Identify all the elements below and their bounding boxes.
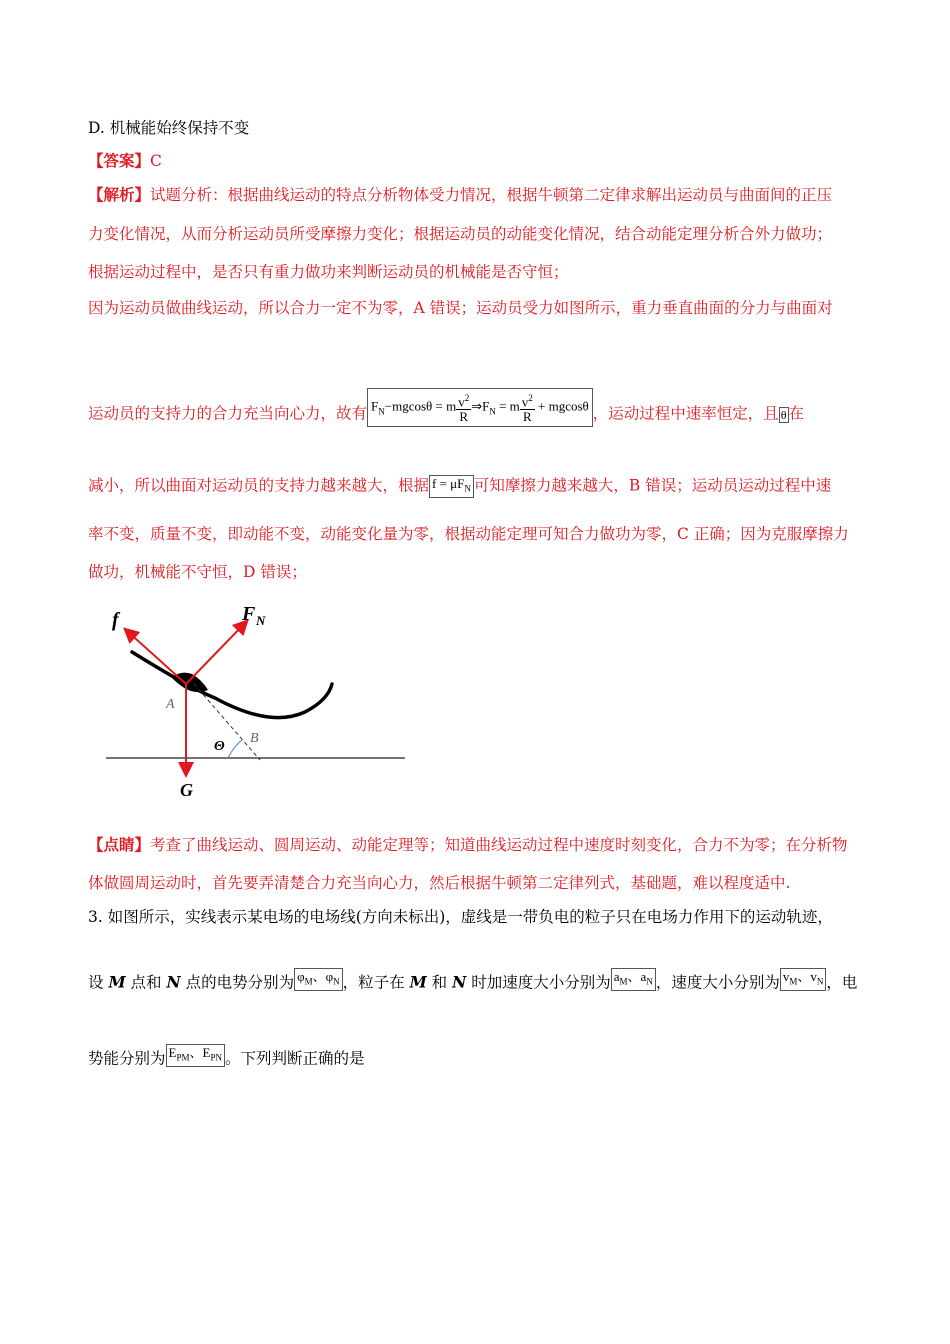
answer-label: 【答案】 xyxy=(88,151,151,170)
v-symbol: v xyxy=(458,394,465,410)
label-theta: Θ xyxy=(214,739,225,754)
f-n-subscript-2: N xyxy=(489,406,496,417)
phi-m: φ xyxy=(297,969,305,984)
formula-velocities xyxy=(780,968,827,991)
q3-line-2 xyxy=(88,970,857,993)
formula-friction xyxy=(429,475,474,498)
label-f: f xyxy=(112,609,119,631)
q3-text-b: 点和 xyxy=(125,973,167,992)
sep-4: 、 xyxy=(189,1045,203,1060)
q3-text-j: 。下列判断正确的是 xyxy=(224,1049,365,1068)
formula-part1: −mgcosθ = m xyxy=(384,398,457,414)
comment-line-1 xyxy=(88,835,848,855)
comment-text-1: 考查了曲线运动、圆周运动、动能定理等；知道曲线运动过程中速度时刻变化，合力不为零；在分析物 xyxy=(150,836,848,854)
v-n-sub: N xyxy=(816,976,824,987)
point-n: N xyxy=(166,972,181,992)
comment-line-2: 体做圆周运动时，首先要弄清楚合力充当向心力，然后根据牛顿第二定律列式，基础题，难以程度适中. xyxy=(88,874,791,892)
v-n: v xyxy=(810,969,817,984)
analysis-line-2: 力变化情况，从而分析运动员所受摩擦力变化；根据运动员的动能变化情况，结合动能定理分析合外力做功； xyxy=(88,225,833,243)
label-g: G xyxy=(180,780,193,800)
analysis-label: 【解析】 xyxy=(88,185,151,204)
force-diagram xyxy=(100,598,410,808)
e-pm: E xyxy=(168,1045,177,1060)
analysis-line-4: 因为运动员做曲线运动，所以合力一定不为零，A 错误；运动员受力如图所示，重力垂直曲面的分力与曲面对 xyxy=(88,299,833,317)
analysis-text-5c: 在 xyxy=(788,404,805,423)
analysis-text-5a: 运动员的支持力的合力充当向心力，故有 xyxy=(88,404,368,423)
q3-line-3 xyxy=(88,1046,364,1069)
answer-value: C xyxy=(150,152,162,170)
e-pn-sub: PN xyxy=(210,1052,222,1063)
analysis-line-7: 率不变，质量不变，即动能不变，动能变化量为零，根据动能定理可知合力做功为零，C 正确；因为克服摩擦力 xyxy=(88,525,849,543)
q3-text-f: 时加速度大小分别为 xyxy=(466,973,611,992)
e-pm-sub: PM xyxy=(176,1052,190,1063)
q3-text-h: ，电 xyxy=(826,973,858,992)
a-m-sub: M xyxy=(619,976,628,987)
answer-line xyxy=(88,151,162,171)
theta-arc xyxy=(228,740,242,758)
normal-force-arrow xyxy=(186,622,246,684)
point-m: M xyxy=(108,972,126,992)
e-pn: E xyxy=(202,1045,211,1060)
comment-label: 【点睛】 xyxy=(88,835,151,854)
v-symbol-2: v xyxy=(521,394,529,410)
option-d: D. 机械能始终保持不变 xyxy=(88,119,250,137)
friction-text: f = μF xyxy=(432,476,465,491)
a-n-sub: N xyxy=(646,976,653,987)
label-fn-sub: N xyxy=(256,613,266,628)
label-a: A xyxy=(166,697,175,712)
analysis-text-5b: ，运动过程中速率恒定，且 xyxy=(592,404,779,423)
a-m: a xyxy=(613,969,620,984)
tangent-dashed-line xyxy=(194,684,260,760)
q3-text-g: ，速度大小分别为 xyxy=(655,973,780,992)
r-symbol-2: R xyxy=(522,409,532,425)
sep-1: 、 xyxy=(312,969,326,984)
fraction-1 xyxy=(456,391,471,424)
formula-accelerations xyxy=(611,968,656,991)
point-n-2: N xyxy=(452,972,467,992)
analysis-line-3: 根据运动过程中，是否只有重力做功来判断运动员的机械能是否守恒； xyxy=(88,263,569,281)
friction-sub: N xyxy=(464,483,471,494)
q3-text-i: 势能分别为 xyxy=(88,1049,166,1068)
q3-text-d: ，粒子在 xyxy=(342,973,410,992)
formula-centripetal xyxy=(367,388,593,427)
analysis-line-8: 做功，机械能不守恒，D 错误； xyxy=(88,563,307,581)
label-fn: F xyxy=(242,603,256,625)
sep-3: 、 xyxy=(797,969,811,984)
label-b: B xyxy=(250,731,259,746)
phi-m-sub: M xyxy=(304,976,313,987)
formula-potential-energies xyxy=(166,1044,225,1067)
analysis-text-6a: 减小，所以曲面对运动员的支持力越来越大，根据 xyxy=(88,476,430,495)
point-m-2: M xyxy=(409,972,427,992)
formula-part2: = m xyxy=(495,398,520,414)
fraction-2 xyxy=(520,391,535,424)
formula-part3: + mgcosθ xyxy=(534,398,589,414)
a-n: a xyxy=(640,969,647,984)
formula-potentials xyxy=(294,968,343,991)
v-sup-2: 2 xyxy=(528,393,533,403)
analysis-line-6 xyxy=(88,473,831,496)
v-m: v xyxy=(782,969,790,984)
analysis-text-1: 试题分析：根据曲线运动的特点分析物体受力情况，根据牛顿第二定律求解出运动员与曲面间的正压 xyxy=(150,186,833,204)
f-n-subscript: N xyxy=(378,406,385,417)
analysis-line-1 xyxy=(88,185,832,205)
sep-2: 、 xyxy=(627,969,641,984)
q3-text-c: 点的电势分别为 xyxy=(180,973,295,992)
phi-n: φ xyxy=(325,969,334,984)
v-m-sub: M xyxy=(789,976,798,987)
q3-text-a: 设 xyxy=(88,973,109,992)
formula-arrow: ⇒F xyxy=(471,398,490,414)
phi-n-sub: N xyxy=(333,976,340,987)
q3-text-e: 和 xyxy=(426,973,453,992)
analysis-text-6b: 可知摩擦力越来越大，B 错误；运动员运动过程中速 xyxy=(473,476,832,495)
q3-line-1: 3. 如图所示，实线表示某电场的电场线(方向未标出)，虚线是一带负电的粒子只在电场力作用下的运动轨迹， xyxy=(88,908,833,926)
formula-theta: θ xyxy=(780,408,787,423)
friction-arrow xyxy=(126,630,186,684)
r-symbol: R xyxy=(459,409,469,425)
f-n-symbol: F xyxy=(371,398,379,414)
v-sup: 2 xyxy=(464,393,470,403)
analysis-line-5 xyxy=(88,384,804,423)
